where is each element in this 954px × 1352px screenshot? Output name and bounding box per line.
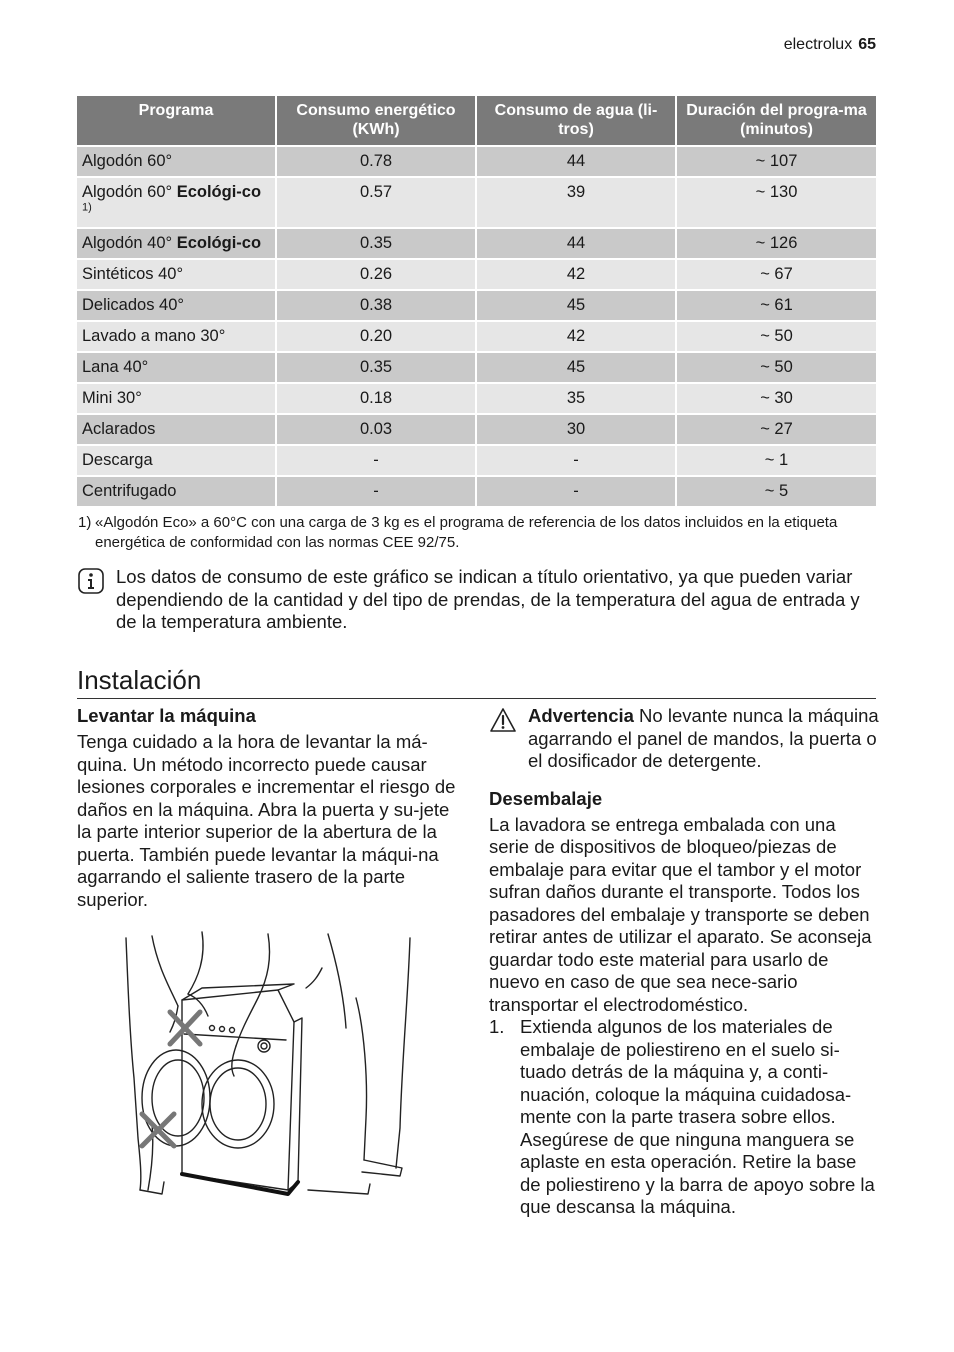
table-row xyxy=(77,352,876,383)
list-item xyxy=(489,1016,879,1219)
program-cell xyxy=(77,259,276,290)
table-row xyxy=(77,445,876,476)
column-header: Duración del progra-ma (minutos) xyxy=(676,96,876,146)
duration-cell: ~ 5 xyxy=(676,476,876,506)
table-footnote xyxy=(78,513,878,553)
table-row xyxy=(77,177,876,228)
water-cell: 30 xyxy=(476,414,676,445)
unpack-steps xyxy=(489,1016,879,1219)
duration-cell: ~ 50 xyxy=(676,352,876,383)
program-name: Aclarados xyxy=(82,420,156,438)
water-cell: - xyxy=(476,445,676,476)
column-header: Programa xyxy=(77,96,276,146)
program-name: Algodón 60° xyxy=(82,152,173,170)
energy-cell: 0.20 xyxy=(276,321,476,352)
program-name: Algodón 60° xyxy=(82,183,177,201)
water-cell: 42 xyxy=(476,321,676,352)
duration-cell: ~ 61 xyxy=(676,290,876,321)
step-number: 1. xyxy=(489,1016,505,1037)
program-name: Mini 30° xyxy=(82,389,142,407)
energy-cell: - xyxy=(276,476,476,506)
info-text: Los datos de consumo de este gráfico se indican a título orientativo, ya que pueden variar dependiendo de la cantidad y del tipo de prendas, de la temperatura del agua de entrada y de la temperatura ambiente. xyxy=(116,566,860,632)
duration-cell: ~ 67 xyxy=(676,259,876,290)
water-cell: 35 xyxy=(476,383,676,414)
program-qualifier: Ecológi-co xyxy=(176,234,262,252)
section-title: Instalación xyxy=(77,664,876,699)
table-row xyxy=(77,290,876,321)
left-column xyxy=(77,705,467,911)
table-header-row xyxy=(77,96,876,146)
table-row xyxy=(77,321,876,352)
program-name: Sintéticos 40° xyxy=(82,265,184,283)
program-cell xyxy=(77,352,276,383)
duration-cell: ~ 1 xyxy=(676,445,876,476)
footnote-ref: 1) xyxy=(82,201,92,214)
right-column xyxy=(489,705,879,1219)
table-row xyxy=(77,383,876,414)
warning-note xyxy=(489,705,879,773)
program-name: Lavado a mano 30° xyxy=(82,327,226,345)
program-cell xyxy=(77,383,276,414)
water-cell: 44 xyxy=(476,146,676,177)
program-cell xyxy=(77,414,276,445)
energy-cell: - xyxy=(276,445,476,476)
program-cell xyxy=(77,228,276,259)
lift-heading: Levantar la máquina xyxy=(77,705,256,726)
program-name: Descarga xyxy=(82,451,153,469)
duration-cell: ~ 27 xyxy=(676,414,876,445)
water-cell: 44 xyxy=(476,228,676,259)
footnote-text: «Algodón Eco» a 60°C con una carga de 3 kg es el programa de referencia de los datos incluidos en la etiqueta energética de conformidad con las normas CEE 92/75. xyxy=(95,514,838,551)
program-cell xyxy=(77,445,276,476)
duration-cell: ~ 107 xyxy=(676,146,876,177)
program-cell xyxy=(77,290,276,321)
water-cell: - xyxy=(476,476,676,506)
energy-cell: 0.18 xyxy=(276,383,476,414)
water-cell: 45 xyxy=(476,290,676,321)
water-cell: 39 xyxy=(476,177,676,228)
column-header: Consumo de agua (li-tros) xyxy=(476,96,676,146)
energy-cell: 0.35 xyxy=(276,352,476,383)
page-number: 65 xyxy=(858,36,876,53)
program-cell xyxy=(77,321,276,352)
program-cell xyxy=(77,146,276,177)
program-name: Centrifugado xyxy=(82,482,177,500)
program-cell xyxy=(77,476,276,506)
energy-cell: 0.26 xyxy=(276,259,476,290)
step-text: Extienda algunos de los materiales de embalaje de poliestireno en el suelo si-tuado detrás de la máquina y, a conti-nuación, coloque la máquina cuidadosa-mente con la parte trasera sobre ellos. Asegúrese de que ninguna manguera se aplaste en esta operación. Retire la base de poliestireno y la barra de apoyo sobre la que descansa la máquina. xyxy=(520,1016,875,1217)
energy-cell: 0.57 xyxy=(276,177,476,228)
table-row xyxy=(77,259,876,290)
page-header xyxy=(784,36,876,54)
program-name: Delicados 40° xyxy=(82,296,184,314)
water-cell: 42 xyxy=(476,259,676,290)
brand-name: electrolux xyxy=(783,36,853,53)
lift-text: Tenga cuidado a la hora de levantar la má-quina. Un método incorrecto puede causar lesiones corporales e incrementar el riesgo de daños en la máquina. Abra la puerta y su-jete la parte interior superior de la abertura de la puerta. También puede levantar la máqui-na agarrando el saliente trasero de la parte superior. xyxy=(77,731,456,910)
duration-cell: ~ 30 xyxy=(676,383,876,414)
program-qualifier: Ecológi-co xyxy=(176,183,262,201)
duration-cell: ~ 50 xyxy=(676,321,876,352)
energy-cell: 0.35 xyxy=(276,228,476,259)
warning-label: Advertencia xyxy=(528,705,634,726)
warning-text: No levante nunca la máquina agarrando el panel de mandos, la puerta o el dosificador de detergente. xyxy=(528,705,879,771)
water-cell: 45 xyxy=(476,352,676,383)
energy-cell: 0.03 xyxy=(276,414,476,445)
warning-icon xyxy=(489,707,517,733)
table-row xyxy=(77,228,876,259)
table-row xyxy=(77,414,876,445)
program-cell xyxy=(77,177,276,228)
consumption-table xyxy=(77,96,876,506)
duration-cell: ~ 126 xyxy=(676,228,876,259)
energy-cell: 0.38 xyxy=(276,290,476,321)
lifting-machine-illustration xyxy=(118,928,418,1218)
info-icon xyxy=(78,568,104,594)
program-name: Algodón 40° xyxy=(82,234,177,252)
info-note xyxy=(78,566,878,634)
table-row xyxy=(77,146,876,177)
duration-cell: ~ 130 xyxy=(676,177,876,228)
unpack-heading: Desembalaje xyxy=(489,787,603,809)
table-body xyxy=(77,146,876,506)
unpack-text: La lavadora se entrega embalada con una serie de dispositivos de bloqueo/piezas de embalaje para evitar que el tambor y el motor sufran daños durante el transporte. Todos los pasadores del embalaje y transporte se deben retirar antes de utilizar el aparato. Se aconseja guardar todo este material para usarlo de nuevo en caso de que sea nece-sario transportar el electrodoméstico. xyxy=(489,813,872,1015)
program-name: Lana 40° xyxy=(82,358,149,376)
column-header: Consumo energético (KWh) xyxy=(276,96,476,146)
energy-cell: 0.78 xyxy=(276,146,476,177)
table-row xyxy=(77,476,876,506)
footnote-mark: 1) xyxy=(78,514,92,531)
